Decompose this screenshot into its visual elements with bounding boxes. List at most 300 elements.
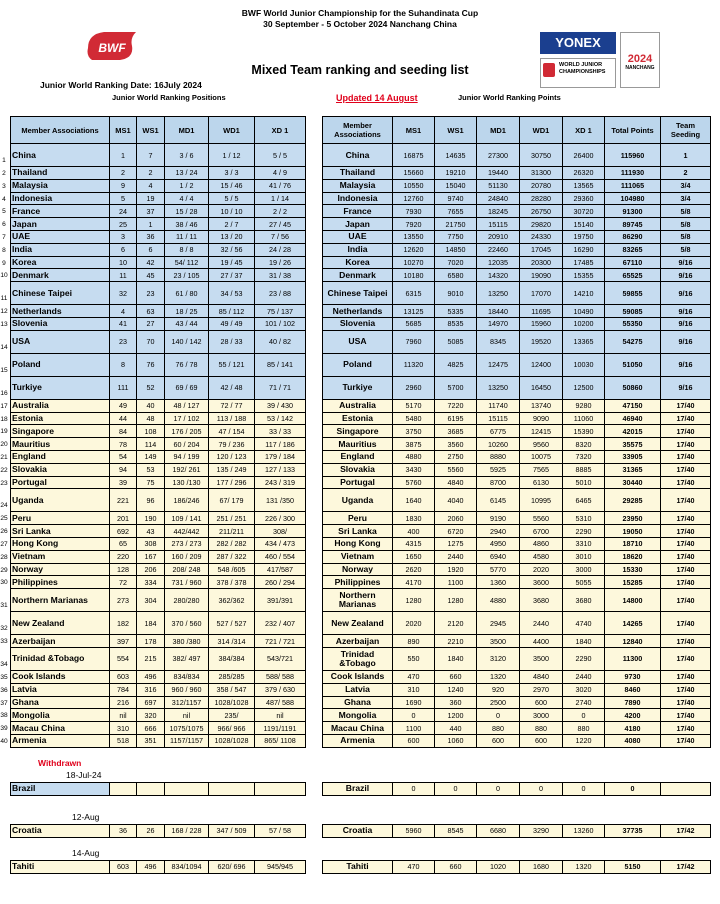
wd1-position: 135 / 249: [209, 463, 255, 476]
positions-row: [11, 537, 306, 550]
ws1-points: 8535: [435, 317, 477, 330]
md1-position: 960 / 960: [165, 683, 209, 696]
ws1-position: 351: [137, 734, 165, 747]
xd1-position: 1 / 14: [255, 192, 306, 205]
ws1-points: 660: [435, 670, 477, 683]
points-row: [323, 425, 711, 438]
wd1-position: 67/ 179: [209, 489, 255, 512]
ws1-points: 6720: [435, 525, 477, 538]
wd1-points: 26750: [520, 205, 563, 218]
xd1-points: 16290: [563, 243, 605, 256]
row-number: 24: [0, 502, 8, 509]
ws1-position: 149: [137, 450, 165, 463]
ws1-position: 167: [137, 550, 165, 563]
row-number: 29: [0, 567, 8, 574]
total-points: 83265: [605, 243, 661, 256]
ms1-points: 5480: [393, 412, 435, 425]
ws1-points: 7020: [435, 256, 477, 269]
ws1-position: 308: [137, 537, 165, 550]
wd1-points: 3600: [520, 576, 563, 589]
xd1-position: 232 / 407: [255, 612, 306, 635]
total-points: 15285: [605, 576, 661, 589]
md1-position: 192/ 261: [165, 463, 209, 476]
team-seeding: 17/40: [661, 537, 711, 550]
xd1-points: 5310: [563, 512, 605, 525]
wd1-position: 19 / 45: [209, 256, 255, 269]
country-name: Norway: [323, 563, 393, 576]
ms1-points: 2020: [393, 612, 435, 635]
xd1-position: 260 / 294: [255, 576, 306, 589]
total-points: 89745: [605, 218, 661, 231]
row-number: 14: [0, 344, 8, 351]
country-name: Estonia: [323, 412, 393, 425]
row-number: 34: [0, 661, 8, 668]
wd1-points: 9560: [520, 438, 563, 451]
wd1-position: 15 / 46: [209, 179, 255, 192]
positions-row: [11, 525, 306, 538]
team-seeding: 9/16: [661, 305, 711, 318]
country-name: India: [323, 243, 393, 256]
xd1-points: 0: [563, 783, 605, 796]
country-name: Northern Marianas: [323, 589, 393, 612]
wd1-points: 12400: [520, 353, 563, 376]
ms1-position: 1: [110, 144, 137, 167]
wd1-points: 6130: [520, 476, 563, 489]
country-name: Slovenia: [11, 317, 110, 330]
xd1-points: 2440: [563, 670, 605, 683]
country-name: UAE: [323, 230, 393, 243]
country-name: Korea: [323, 256, 393, 269]
country-name: New Zealand: [323, 612, 393, 635]
total-points: 18620: [605, 550, 661, 563]
positions-row: [11, 450, 306, 463]
wd1-points: 3500: [520, 647, 563, 670]
wd1-points: 1680: [520, 861, 563, 874]
team-seeding: 17/40: [661, 463, 711, 476]
col-ws1: WS1: [435, 117, 477, 144]
ws1-points: 1200: [435, 709, 477, 722]
total-points: 23950: [605, 512, 661, 525]
points-row: [323, 269, 711, 282]
ms1-points: 1280: [393, 589, 435, 612]
ws1-position: 76: [137, 353, 165, 376]
team-seeding: 9/16: [661, 317, 711, 330]
yonex-logo: YONEX: [540, 32, 616, 54]
ms1-position: 221: [110, 489, 137, 512]
wd1-position: 85 / 112: [209, 305, 255, 318]
ms1-position: 5: [110, 192, 137, 205]
total-points: 46940: [605, 412, 661, 425]
country-name: China: [323, 144, 393, 167]
country-name: Malaysia: [11, 179, 110, 192]
col-ms1: MS1: [110, 117, 137, 144]
ms1-position: 603: [110, 861, 137, 874]
country-name: Brazil: [11, 783, 110, 796]
xd1-position: 391/391: [255, 589, 306, 612]
xd1-points: 11060: [563, 412, 605, 425]
row-number: 10: [0, 272, 8, 279]
ws1-points: 7655: [435, 205, 477, 218]
team-seeding: 17/40: [661, 734, 711, 747]
wd1-position: 72 / 77: [209, 399, 255, 412]
xd1-points: 17485: [563, 256, 605, 269]
md1-position: 4 / 4: [165, 192, 209, 205]
event-title-line1: BWF World Junior Championship for the Suhandinata Cup: [241, 8, 479, 18]
ws1-points: 2060: [435, 512, 477, 525]
ms1-points: 5170: [393, 399, 435, 412]
ws1-position: 496: [137, 861, 165, 874]
xd1-points: 880: [563, 722, 605, 735]
total-points: 65525: [605, 269, 661, 282]
country-name: Slovakia: [323, 463, 393, 476]
total-points: 8460: [605, 683, 661, 696]
wd1-position: 10 / 10: [209, 205, 255, 218]
md1-points: 24840: [477, 192, 520, 205]
ws1-position: 63: [137, 305, 165, 318]
country-name: Japan: [11, 218, 110, 231]
positions-row: [11, 709, 306, 722]
xd1-points: 30720: [563, 205, 605, 218]
md1-points: 0: [477, 709, 520, 722]
wd1-position: 2 / 7: [209, 218, 255, 231]
md1-position: 370 / 560: [165, 612, 209, 635]
md1-points: 18245: [477, 205, 520, 218]
col-wd1: WD1: [209, 117, 255, 144]
country-name: Turkiye: [11, 376, 110, 399]
ws1-position: 1: [137, 218, 165, 231]
md1-position: 60 / 204: [165, 438, 209, 451]
col-md1: MD1: [477, 117, 520, 144]
ws1-points: 3560: [435, 438, 477, 451]
team-seeding: 17/40: [661, 412, 711, 425]
xd1-position: 33 / 33: [255, 425, 306, 438]
points-row: [323, 205, 711, 218]
ws1-points: 660: [435, 861, 477, 874]
ws1-points: 4825: [435, 353, 477, 376]
ms1-position: 25: [110, 218, 137, 231]
country-name: Uganda: [11, 489, 110, 512]
country-name: Netherlands: [11, 305, 110, 318]
ws1-position: 320: [137, 709, 165, 722]
positions-row: [11, 589, 306, 612]
total-points: 35575: [605, 438, 661, 451]
md1-position: 280/280: [165, 589, 209, 612]
row-number: 36: [0, 687, 8, 694]
ws1-points: 5700: [435, 376, 477, 399]
xd1-points: 5055: [563, 576, 605, 589]
md1-position: 186/246: [165, 489, 209, 512]
wd1-position: 3 / 3: [209, 167, 255, 180]
ms1-points: 3750: [393, 425, 435, 438]
points-row: [323, 647, 711, 670]
wd1-position: 378 / 378: [209, 576, 255, 589]
ms1-position: 9: [110, 179, 137, 192]
ms1-points: 7960: [393, 330, 435, 353]
country-name: New Zealand: [11, 612, 110, 635]
ms1-position: 182: [110, 612, 137, 635]
md1-points: 0: [477, 783, 520, 796]
row-number: 20: [0, 441, 8, 448]
md1-position: 38 / 46: [165, 218, 209, 231]
total-points: 54275: [605, 330, 661, 353]
event-title-line2: 30 September - 5 October 2024 Nanchang China: [263, 19, 457, 29]
row-number: 16: [0, 390, 8, 397]
md1-position: 168 / 228: [165, 825, 209, 838]
total-points: 104980: [605, 192, 661, 205]
total-points: 50860: [605, 376, 661, 399]
positions-row: [11, 696, 306, 709]
xd1-position: 53 / 142: [255, 412, 306, 425]
country-name: Slovakia: [11, 463, 110, 476]
total-points: 5150: [605, 861, 661, 874]
total-points: 4080: [605, 734, 661, 747]
wd1-position: 28 / 33: [209, 330, 255, 353]
points-row: [323, 179, 711, 192]
ms1-position: 692: [110, 525, 137, 538]
xd1-points: 12500: [563, 376, 605, 399]
wd1-points: 4860: [520, 537, 563, 550]
team-seeding: 3/4: [661, 179, 711, 192]
country-name: Sri Lanka: [11, 525, 110, 538]
md1-points: 14970: [477, 317, 520, 330]
md1-position: 8 / 8: [165, 243, 209, 256]
xd1-position: 39 / 430: [255, 399, 306, 412]
points-row: [323, 218, 711, 231]
ws1-points: 1840: [435, 647, 477, 670]
country-name: Australia: [11, 399, 110, 412]
country-name: England: [11, 450, 110, 463]
xd1-position: 308/: [255, 525, 306, 538]
ws1-points: 1060: [435, 734, 477, 747]
xd1-position: 31 / 38: [255, 269, 306, 282]
ms1-position: 554: [110, 647, 137, 670]
xd1-points: 0: [563, 709, 605, 722]
md1-position: 273 / 273: [165, 537, 209, 550]
ws1-position: 334: [137, 576, 165, 589]
ms1-position: 3: [110, 230, 137, 243]
country-name: Latvia: [11, 683, 110, 696]
ms1-position: 128: [110, 563, 137, 576]
xd1-points: 19750: [563, 230, 605, 243]
md1-points: 2945: [477, 612, 520, 635]
ws1-position: 4: [137, 179, 165, 192]
ws1-position: 96: [137, 489, 165, 512]
ws1-position: 316: [137, 683, 165, 696]
country-name: Singapore: [11, 425, 110, 438]
col-team-seeding: Team Seeding: [661, 117, 711, 144]
wd1-points: 15960: [520, 317, 563, 330]
total-points: 31365: [605, 463, 661, 476]
positions-header-row: [11, 117, 306, 144]
points-row: [323, 376, 711, 399]
ms1-points: 5960: [393, 825, 435, 838]
wd1-points: 4840: [520, 670, 563, 683]
country-name: Poland: [323, 353, 393, 376]
total-points: 42015: [605, 425, 661, 438]
row-number: 7: [2, 234, 6, 241]
row-number: 25: [0, 515, 8, 522]
points-row: [323, 167, 711, 180]
team-seeding: 5/8: [661, 243, 711, 256]
points-row: [323, 612, 711, 635]
xd1-points: 13365: [563, 330, 605, 353]
ws1-points: 5335: [435, 305, 477, 318]
country-name: Azerbaijan: [11, 635, 110, 648]
md1-position: 160 / 209: [165, 550, 209, 563]
md1-points: 19440: [477, 167, 520, 180]
row-number: 8: [2, 247, 6, 254]
total-points: 47150: [605, 399, 661, 412]
ms1-points: 4880: [393, 450, 435, 463]
md1-points: 3120: [477, 647, 520, 670]
points-row: [323, 412, 711, 425]
row-number: 3: [2, 183, 6, 190]
wd1-position: 384/384: [209, 647, 255, 670]
wd1-points: 30750: [520, 144, 563, 167]
bwf-logo-text: BWF: [98, 41, 126, 55]
ws1-points: 4040: [435, 489, 477, 512]
positions-row: [11, 512, 306, 525]
xd1-points: 4740: [563, 612, 605, 635]
withdrawn-points-table: [322, 782, 711, 796]
wd1-position: 79 / 236: [209, 438, 255, 451]
ms1-position: 603: [110, 670, 137, 683]
wd1-position: 548 /605: [209, 563, 255, 576]
total-points: 111930: [605, 167, 661, 180]
points-row: [323, 243, 711, 256]
md1-position: 17 / 102: [165, 412, 209, 425]
country-name: Vietnam: [323, 550, 393, 563]
xd1-position: 41 / 76: [255, 179, 306, 192]
ws1-position: 48: [137, 412, 165, 425]
country-name: France: [11, 205, 110, 218]
positions-row: [11, 353, 306, 376]
ms1-points: 2960: [393, 376, 435, 399]
total-points: 33905: [605, 450, 661, 463]
wd1-points: 6700: [520, 525, 563, 538]
row-number: 22: [0, 467, 8, 474]
wd1-position: [209, 783, 255, 796]
wd1-position: 1028/1028: [209, 696, 255, 709]
wd1-points: 2020: [520, 563, 563, 576]
md1-position: 54/ 112: [165, 256, 209, 269]
positions-row: [11, 463, 306, 476]
ws1-position: 70: [137, 330, 165, 353]
country-name: Thailand: [11, 167, 110, 180]
ws1-position: 7: [137, 144, 165, 167]
ws1-points: 360: [435, 696, 477, 709]
xd1-position: 131 /350: [255, 489, 306, 512]
wd1-points: 12415: [520, 425, 563, 438]
md1-position: 1075/1075: [165, 722, 209, 735]
ms1-points: 16875: [393, 144, 435, 167]
wd1-position: 113 / 188: [209, 412, 255, 425]
md1-position: 109 / 141: [165, 512, 209, 525]
wd1-position: 42 / 48: [209, 376, 255, 399]
xd1-points: 3020: [563, 683, 605, 696]
xd1-position: 417/587: [255, 563, 306, 576]
xd1-position: 721 / 721: [255, 635, 306, 648]
ws1-points: 2120: [435, 612, 477, 635]
xd1-position: 460 / 554: [255, 550, 306, 563]
country-name: China: [11, 144, 110, 167]
team-seeding: 17/40: [661, 399, 711, 412]
team-seeding: 9/16: [661, 256, 711, 269]
points-row: [323, 563, 711, 576]
ms1-points: 11320: [393, 353, 435, 376]
md1-points: 20910: [477, 230, 520, 243]
wd1-position: 177 / 296: [209, 476, 255, 489]
country-name: Mongolia: [323, 709, 393, 722]
ms1-position: 220: [110, 550, 137, 563]
xd1-position: 19 / 26: [255, 256, 306, 269]
country-name: Trinidad &Tobago: [323, 647, 393, 670]
wd1-points: 20780: [520, 179, 563, 192]
col-xd1: XD 1: [563, 117, 605, 144]
wd1-points: 3680: [520, 589, 563, 612]
wd1-position: 13 / 20: [209, 230, 255, 243]
points-row: [323, 722, 711, 735]
points-row: [323, 525, 711, 538]
team-seeding: 9/16: [661, 353, 711, 376]
ws1-position: 52: [137, 376, 165, 399]
ms1-points: 10270: [393, 256, 435, 269]
total-points: 4200: [605, 709, 661, 722]
ms1-points: 3875: [393, 438, 435, 451]
positions-row: [11, 412, 306, 425]
md1-points: 5925: [477, 463, 520, 476]
country-name: Denmark: [11, 269, 110, 282]
wd1-points: 17070: [520, 282, 563, 305]
ws1-points: 6195: [435, 412, 477, 425]
positions-row: [11, 550, 306, 563]
md1-points: 13250: [477, 376, 520, 399]
ms1-position: 216: [110, 696, 137, 709]
team-seeding: 17/40: [661, 438, 711, 451]
ms1-points: 2620: [393, 563, 435, 576]
points-row: [323, 734, 711, 747]
wd1-position: 235/: [209, 709, 255, 722]
country-name: Chinese Taipei: [323, 282, 393, 305]
xd1-position: 434 / 473: [255, 537, 306, 550]
xd1-points: 9280: [563, 399, 605, 412]
ms1-position: 10: [110, 256, 137, 269]
ms1-position: 32: [110, 282, 137, 305]
ws1-position: 37: [137, 205, 165, 218]
md1-position: [165, 783, 209, 796]
team-seeding: 17/40: [661, 489, 711, 512]
withdrawn-positions-row: [11, 861, 306, 874]
ws1-position: 206: [137, 563, 165, 576]
xd1-points: 2740: [563, 696, 605, 709]
ws1-points: 5085: [435, 330, 477, 353]
positions-row: [11, 683, 306, 696]
ms1-points: 4315: [393, 537, 435, 550]
points-row: [323, 192, 711, 205]
wd1-position: 27 / 37: [209, 269, 255, 282]
xd1-points: 10030: [563, 353, 605, 376]
md1-points: 4950: [477, 537, 520, 550]
positions-row: [11, 305, 306, 318]
ms1-position: 54: [110, 450, 137, 463]
xd1-position: 27 / 45: [255, 218, 306, 231]
md1-points: 6940: [477, 550, 520, 563]
withdrawn-positions-table: [10, 860, 306, 874]
md1-points: 6775: [477, 425, 520, 438]
md1-points: 13250: [477, 282, 520, 305]
row-number: 39: [0, 725, 8, 732]
ws1-position: 2: [137, 167, 165, 180]
